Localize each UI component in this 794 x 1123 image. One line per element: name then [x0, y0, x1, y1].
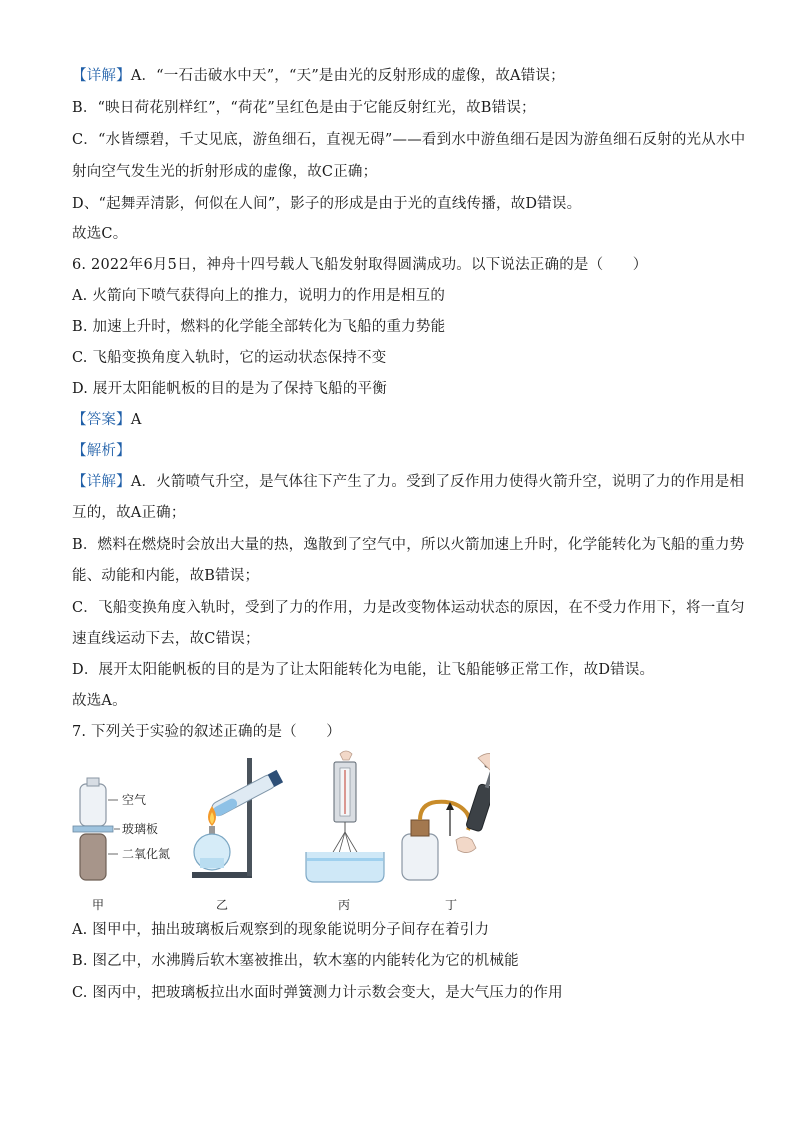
- q6-option-c: C. 飞船变换角度入轨时，它的运动状态保持不变: [72, 350, 387, 366]
- caption-bing: 丙: [338, 898, 351, 912]
- q5-conclusion: 故选C。: [72, 226, 128, 242]
- q6-detail-c-line2: 速直线运动下去，故C错误；: [72, 631, 260, 647]
- q6-detail-d: D．展开太阳能帆板的目的是为了让太阳能转化为电能，让飞船能够正常工作，故D错误。: [72, 662, 655, 678]
- q5-detail-a: 【详解】A．“一石击破水中天”，“天”是由光的反射形成的虚像，故A错误；: [72, 68, 565, 84]
- detail-tag: 【详解】: [72, 474, 131, 490]
- yi-apparatus: [192, 758, 283, 878]
- label-air: 空气: [122, 793, 147, 807]
- q7-option-b: B. 图乙中，水沸腾后软木塞被推出，软木塞的内能转化为它的机械能: [72, 953, 519, 969]
- q7-option-a: A. 图甲中，抽出玻璃板后观察到的现象能说明分子间存在着引力: [72, 922, 490, 938]
- caption-yi: 乙: [216, 898, 229, 912]
- q7-option-c: C. 图丙中，把玻璃板拉出水面时弹簧测力计示数会变大，是大气压力的作用: [72, 985, 563, 1001]
- jia-apparatus: [73, 778, 120, 880]
- q6-analysis-tag: 【解析】: [72, 443, 131, 459]
- q5-detail-c-line1: C．“水皆缥碧，千丈见底，游鱼细石，直视无碍”——看到水中游鱼细石是因为游鱼细石反射的光从水中: [72, 132, 746, 148]
- q6-option-a: A. 火箭向下喷气获得向上的推力，说明力的作用是相互的: [72, 288, 446, 304]
- q6-detail-a-line1: 【详解】A．火箭喷气升空，是气体往下产生了力。受到了反作用力使得火箭升空，说明了力的作用是相: [72, 474, 745, 490]
- q6-answer: [72, 410, 732, 430]
- answer-value: A: [130, 412, 142, 428]
- q5-detail-c-line2: 射向空气发生光的折射形成的虚像，故C正确；: [72, 164, 378, 180]
- q6-detail-b-line1: B．燃料在燃烧时会放出大量的热，逸散到了空气中，所以火箭加速上升时，化学能转化为飞船的重力势: [72, 537, 745, 553]
- q7-stem: 7. 下列关于实验的叙述正确的是（ ）: [72, 724, 341, 740]
- q6-stem: 6. 2022年6月5日，神舟十四号载人飞船发射取得圆满成功。以下说法正确的是（ ）: [72, 257, 648, 273]
- q5-detail-d: D、“起舞弄清影，何似在人间”，影子的形成是由于光的直线传播，故D错误。: [72, 196, 582, 212]
- q6-detail-b-line2: 能、动能和内能，故B错误；: [72, 568, 260, 584]
- label-glass-plate: 玻璃板: [122, 822, 159, 836]
- q6-detail-c-line1: C．飞船变换角度入轨时，受到了力的作用，力是改变物体运动状态的原因，在不受力作用下，将一直匀: [72, 600, 745, 616]
- answer-tag: 【答案】: [72, 412, 131, 428]
- q6-detail-a-line2: 互的，故A正确；: [72, 505, 186, 521]
- q7-figure: [70, 748, 490, 913]
- detail-tag: 【详解】: [72, 68, 131, 84]
- bing-apparatus: [306, 751, 384, 882]
- label-no2: 二氧化氮: [122, 847, 171, 861]
- ding-apparatus: [402, 753, 490, 880]
- caption-jia: 甲: [92, 898, 105, 912]
- q5-detail-b: B．“映日荷花别样红”，“荷花”呈红色是由于它能反射红光，故B错误；: [72, 100, 536, 116]
- q6-option-b: B. 加速上升时，燃料的化学能全部转化为飞船的重力势能: [72, 319, 446, 335]
- q6-option-d: D. 展开太阳能帆板的目的是为了保持飞船的平衡: [72, 381, 387, 397]
- q6-conclusion: 故选A。: [72, 693, 127, 709]
- caption-ding: 丁: [445, 898, 458, 912]
